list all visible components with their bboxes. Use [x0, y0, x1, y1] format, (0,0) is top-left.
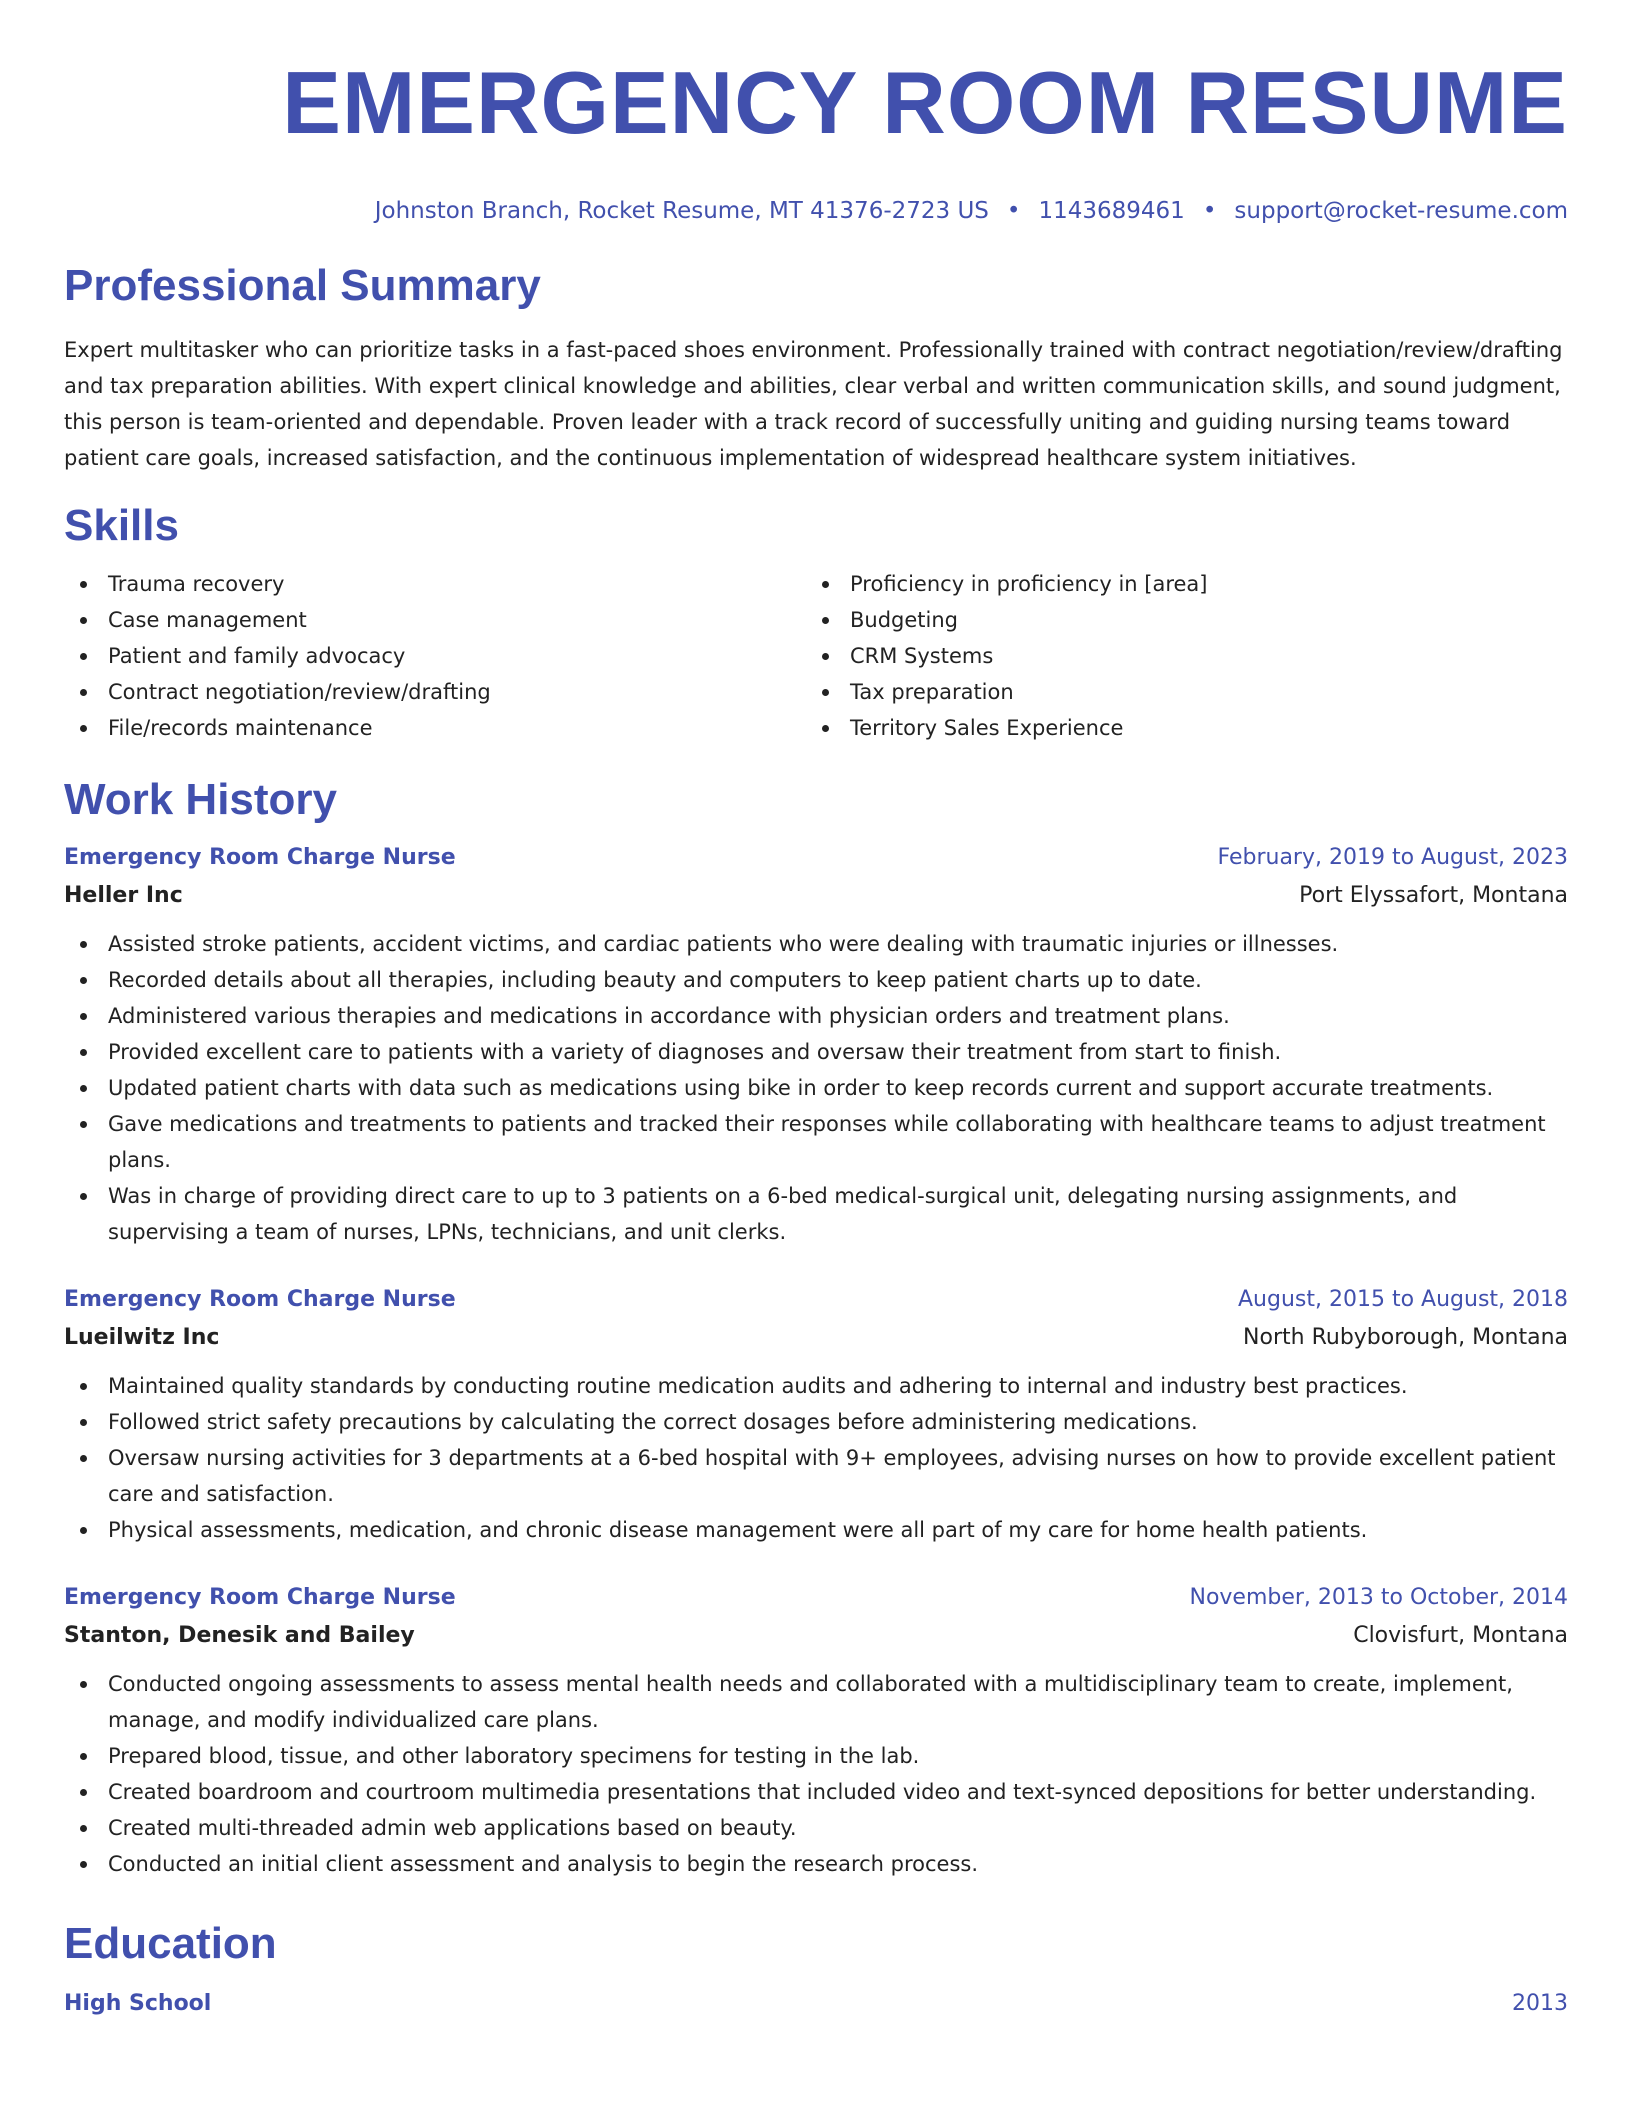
skills-column-right [806, 566, 1548, 746]
skill-item: Budgeting [806, 602, 1548, 638]
summary-heading: Professional Summary [64, 261, 541, 310]
job-title-row [64, 1282, 1568, 1318]
job-company-row [64, 1616, 1568, 1656]
education-degree: High School [64, 1991, 212, 2016]
job-entry [64, 1580, 1568, 1882]
job-bullet: Recorded details about all therapies, including beauty and computers to keep patient charts up to date. [64, 962, 1568, 998]
job-title: Emergency Room Charge Nurse [64, 1585, 456, 1610]
summary-text: Expert multitasker who can prioritize tasks in a fast-paced shoes environment. Professionally trained with contract negotiation/review/drafting and tax preparation abilities. With expert clinical knowledge and abilities, clear verbal and written communication skills, and sound judgment, this person is team-oriented and dependable. Proven leader with a track record of successfully uniting and guiding nursing teams toward patient care goals, increased satisfaction, and the continuous implementation of widespread healthcare system initiatives. [64, 338, 1563, 470]
job-bullet: Conducted ongoing assessments to assess mental health needs and collaborated with a multidisciplinary team to create, implement, manage, and modify individualized care plans. [64, 1666, 1568, 1738]
job-bullets [64, 926, 1568, 1250]
job-bullet: Was in charge of providing direct care to up to 3 patients on a 6-bed medical-surgical unit, delegating nursing assignments, and supervising a team of nurses, LPNs, technicians, and unit clerks. [64, 1178, 1568, 1250]
skill-item: Proficiency in proficiency in [area] [806, 566, 1548, 602]
skill-item: Tax preparation [806, 674, 1548, 710]
job-bullet: Physical assessments, medication, and chronic disease management were all part of my care for home health patients. [64, 1512, 1568, 1548]
job-location: North Rubyborough, Montana [1243, 1325, 1568, 1350]
work-history-heading: Work History [64, 775, 338, 824]
job-dates: February, 2019 to August, 2023 [1217, 845, 1568, 870]
job-bullet: Prepared blood, tissue, and other laboratory specimens for testing in the lab. [64, 1738, 1568, 1774]
job-bullets [64, 1666, 1568, 1882]
contact-separator: • [1006, 198, 1021, 224]
job-bullet: Created boardroom and courtroom multimedia presentations that included video and text-synced depositions for better understanding. [64, 1774, 1568, 1810]
job-bullet: Maintained quality standards by conducting routine medication audits and adhering to internal and industry best practices. [64, 1368, 1568, 1404]
skills-heading: Skills [64, 501, 179, 550]
contact-email[interactable]: support@rocket-resume.com [1234, 198, 1568, 224]
job-bullet: Administered various therapies and medications in accordance with physician orders and treatment plans. [64, 998, 1568, 1034]
job-title-row [64, 840, 1568, 876]
contact-phone: 1143689461 [1038, 198, 1185, 224]
resume-header [64, 0, 1568, 224]
skill-item: File/records maintenance [64, 710, 806, 746]
education-heading: Education [64, 1919, 277, 1968]
contact-line [64, 198, 1568, 224]
job-bullets [64, 1368, 1568, 1548]
job-entry [64, 840, 1568, 1250]
education-year: 2013 [1512, 1991, 1568, 2016]
skill-item: Trauma recovery [64, 566, 806, 602]
skill-item: CRM Systems [806, 638, 1548, 674]
skill-item: Contract negotiation/review/drafting [64, 674, 806, 710]
skill-item: Patient and family advocacy [64, 638, 806, 674]
job-entry [64, 1282, 1568, 1548]
job-bullet: Assisted stroke patients, accident victims, and cardiac patients who were dealing with traumatic injuries or illnesses. [64, 926, 1568, 962]
education-entry [64, 1986, 1568, 2022]
job-company: Lueilwitz Inc [64, 1325, 220, 1350]
job-bullet: Followed strict safety precautions by calculating the correct dosages before administering medications. [64, 1404, 1568, 1440]
job-dates: November, 2013 to October, 2014 [1189, 1585, 1568, 1610]
job-company-row [64, 876, 1568, 916]
skill-item: Territory Sales Experience [806, 710, 1548, 746]
job-title-row [64, 1580, 1568, 1616]
job-company: Heller Inc [64, 883, 183, 908]
job-bullet: Oversaw nursing activities for 3 departments at a 6-bed hospital with 9+ employees, advising nurses on how to provide excellent patient care and satisfaction. [64, 1440, 1568, 1512]
job-location: Port Elyssafort, Montana [1299, 883, 1568, 908]
job-dates: August, 2015 to August, 2018 [1238, 1287, 1568, 1312]
page-title: EMERGENCY ROOM RESUME [282, 53, 1568, 152]
job-company-row [64, 1318, 1568, 1358]
job-location: Clovisfurt, Montana [1353, 1623, 1568, 1648]
job-title: Emergency Room Charge Nurse [64, 1287, 456, 1312]
contact-address: Johnston Branch, Rocket Resume, MT 41376-2723 US [374, 198, 989, 224]
job-bullet: Updated patient charts with data such as medications using bike in order to keep records current and support accurate treatments. [64, 1070, 1568, 1106]
contact-separator: • [1202, 198, 1217, 224]
job-bullet: Conducted an initial client assessment and analysis to begin the research process. [64, 1846, 1568, 1882]
skill-item: Case management [64, 602, 806, 638]
job-bullet: Created multi-threaded admin web applications based on beauty. [64, 1810, 1568, 1846]
job-bullet: Gave medications and treatments to patients and tracked their responses while collaborating with healthcare teams to adjust treatment plans. [64, 1106, 1568, 1178]
job-title: Emergency Room Charge Nurse [64, 845, 456, 870]
skills-list [64, 566, 1568, 746]
job-bullet: Provided excellent care to patients with a variety of diagnoses and oversaw their treatment from start to finish. [64, 1034, 1568, 1070]
skills-column-left [64, 566, 806, 746]
job-company: Stanton, Denesik and Bailey [64, 1623, 415, 1648]
